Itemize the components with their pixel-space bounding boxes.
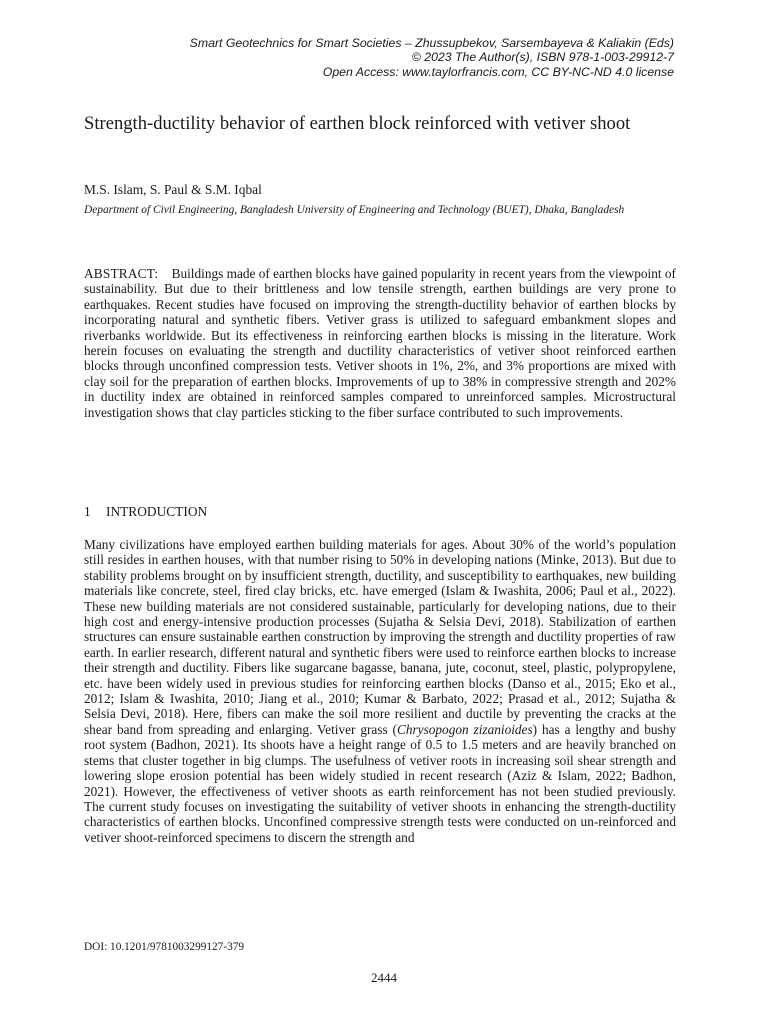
species-name: Chrysopogon zizanioides (396, 721, 533, 737)
author-list: M.S. Islam, S. Paul & S.M. Iqbal (84, 182, 262, 197)
section-heading (84, 504, 384, 520)
intro-text-part1: Many civilizations have employed earthen building materials for ages. About 30% of the world’s population still resides in earthen houses, with that number rising to 50% in developing nations (Minke, 2013). But due to stability problems brought on by insufficient strength, ductility, and susceptibility to earthquakes, new building materials like concrete, steel, fired clay bricks, etc. have emerged (Islam & Iwashita, 2006; Paul et al., 2022). These new building materials are not considered sustainable, particularly for developing nations, due to their high cost and energy-intensive production processes (Sujatha & Selsia Devi, 2018). Stabilization of earthen structures can ensure sustainable earthen construction by improving the strength and ductility properties of raw earth. In earlier research, different natural and synthetic fibers were used to reinforce earthen blocks to increase their strength and ductility. Fibers like sugarcane bagasse, banana, jute, coconut, steel, plastic, polypropylene, etc. have been widely used in previous studies for reinforcing earthen blocks (Danso et al., 2015; Eko et al., 2012; Islam & Iwashita, 2010; Jiang et al., 2010; Kumar & Barbato, 2022; Prasad et al., 2012; Sujatha & Selsia Devi, 2018). Here, fibers can make the soil more resilient and ductile by preventing the cracks at the shear band from spreading and enlarging. Vetiver grass ( (84, 537, 676, 737)
page-number: 2444 (371, 970, 397, 985)
introduction-paragraph (84, 537, 676, 845)
section-number: 1 (84, 504, 91, 519)
doi: DOI: 10.1201/9781003299127-379 (84, 941, 245, 953)
author-affiliation: Department of Civil Engineering, Bangladesh University of Engineering and Technology (BUET), Dhaka, Bangladesh (84, 204, 625, 216)
intro-text-part2: ) has a lengthy and bushy root system (Badhon, 2021). Its shoots have a height range of 0.5 to 1.5 meters and are heavily branched on stems that cluster together in big clumps. The usefulness of vetiver roots in increasing soil shear strength and lowering slope erosion potential has been widely studied in recent research (Aziz & Islam, 2022; Badhon, 2021). However, the effectiveness of vetiver shoots as earth reinforcement has not been studied previously. The current study focuses on investigating the suitability of vetiver shoots in enhancing the strength-ductility characteristics of earthen blocks. Unconfined compressive strength tests were conducted on un-reinforced and vetiver shoot-reinforced specimens to discern the strength and (84, 721, 676, 845)
header-copyright: © 2023 The Author(s), ISBN 978-1-003-29912-7 (411, 50, 674, 65)
abstract-label: ABSTRACT: (84, 266, 159, 281)
section-title: INTRODUCTION (106, 504, 208, 519)
running-header (74, 36, 674, 79)
header-license: Open Access: www.taylorfrancis.com, CC BY-NC-ND 4.0 license (322, 64, 674, 79)
paper-title: Strength-ductility behavior of earthen block reinforced with vetiver shoot (84, 113, 631, 134)
abstract-text: Buildings made of earthen blocks have gained popularity in recent years from the viewpoint of sustainability. But due to their brittleness and low tensile strength, earthen buildings are very prone to earthquakes. Recent studies have focused on improving the strength-ductility behavior of earthen blocks by incorporating natural and synthetic fibers. Vetiver grass is utilized to safeguard embankment slopes and riverbanks worldwide. But its effectiveness in reinforcing earthen blocks is missing in the literature. Work herein focuses on evaluating the strength and ductility characteristics of vetiver shoot reinforced earthen blocks through unconfined compression tests. Vetiver shoots in 1%, 2%, and 3% proportions are mixed with clay soil for the preparation of earthen blocks. Improvements of up to 38% in compressive strength and 202% in ductility index are obtained in reinforced samples compared to unreinforced samples. Microstructural investigation shows that clay particles sticking to the fiber surface contributed to such improvements. (84, 266, 676, 420)
header-book-title: Smart Geotechnics for Smart Societies – Zhussupbekov, Sarsembayeva & Kaliakin (Eds) (189, 36, 674, 50)
abstract (84, 266, 676, 420)
